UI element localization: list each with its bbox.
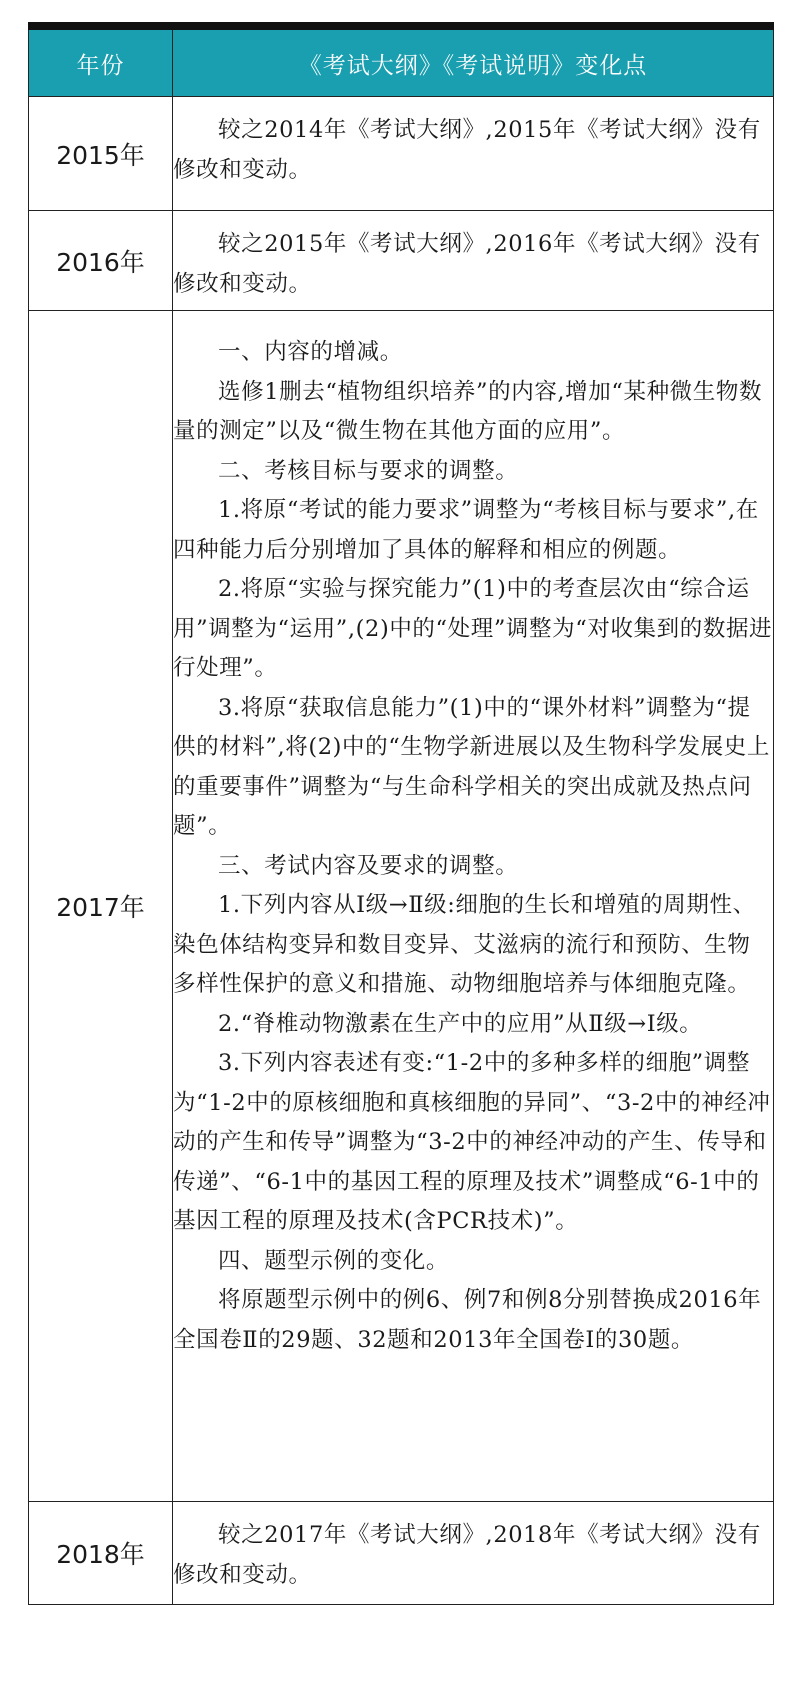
- row-year: 2015年: [29, 97, 173, 211]
- content-paragraph: 2.“脊椎动物激素在生产中的应用”从Ⅱ级→Ⅰ级。: [218, 1010, 703, 1037]
- section-heading: 三、考试内容及要求的调整。: [218, 852, 519, 879]
- syllabus-changes-table: [28, 30, 774, 1605]
- row-year: 2016年: [29, 211, 173, 311]
- section-heading: 四、题型示例的变化。: [218, 1247, 450, 1274]
- content-paragraph: 1.将原“考试的能力要求”调整为“考核目标与要求”,在四种能力后分别增加了具体的解释和相应的例题。: [173, 497, 759, 563]
- content-paragraph: 2.将原“实验与探究能力”(1)中的考查层次由“综合运用”调整为“运用”,(2)中的“处理”调整为“对收集到的数据进行处理”。: [173, 576, 773, 681]
- row-year: 2018年: [29, 1502, 173, 1605]
- content-paragraph: 较之2014年《考试大纲》,2015年《考试大纲》没有修改和变动。: [173, 117, 761, 183]
- header-changes: 《考试大纲》《考试说明》变化点: [173, 30, 774, 97]
- content-paragraph: 1.下列内容从Ⅰ级→Ⅱ级:细胞的生长和增殖的周期性、染色体结构变异和数目变异、艾滋病的流行和预防、生物多样性保护的意义和措施、动物细胞培养与体细胞克隆。: [173, 892, 756, 997]
- content-paragraph: 3.下列内容表述有变:“1-2中的多种多样的细胞”调整为“1-2中的原核细胞和真核细胞的异同”、“3-2中的神经冲动的产生和传导”调整为“3-2中的神经冲动的产生、传导和传递”、“6-1中的基因工程的原理及技术”调整成“6-1中的基因工程的原理及技术(含PCR技术)”。: [173, 1050, 771, 1234]
- table-row: [29, 97, 774, 211]
- row-content: [173, 1502, 774, 1605]
- row-year: 2017年: [29, 311, 173, 1502]
- header-year: 年份: [29, 30, 173, 97]
- content-paragraph: 较之2015年《考试大纲》,2016年《考试大纲》没有修改和变动。: [173, 231, 761, 297]
- row-content: [173, 211, 774, 311]
- section-heading: 二、考核目标与要求的调整。: [218, 457, 519, 484]
- content-paragraph: 将原题型示例中的例6、例7和例8分别替换成2016年全国卷Ⅱ的29题、32题和2013年全国卷Ⅰ的30题。: [173, 1287, 762, 1353]
- content-paragraph: 选修1删去“植物组织培养”的内容,增加“某种微生物数量的测定”以及“微生物在其他方面的应用”。: [173, 378, 763, 444]
- row-content: [173, 311, 774, 1502]
- section-heading: 一、内容的增减。: [218, 339, 403, 365]
- content-paragraph: 3.将原“获取信息能力”(1)中的“课外材料”调整为“提供的材料”,将(2)中的“生物学新进展以及生物科学发展史上的重要事件”调整为“与生命科学相关的突出成就及热点问题”。: [173, 694, 770, 839]
- top-rule: [28, 22, 774, 30]
- table-row: [29, 1502, 774, 1605]
- row-content: [173, 97, 774, 211]
- table-row: [29, 211, 774, 311]
- table-header-row: [29, 30, 774, 97]
- table-row: [29, 311, 774, 1502]
- content-paragraph: 较之2017年《考试大纲》,2018年《考试大纲》没有修改和变动。: [173, 1522, 761, 1588]
